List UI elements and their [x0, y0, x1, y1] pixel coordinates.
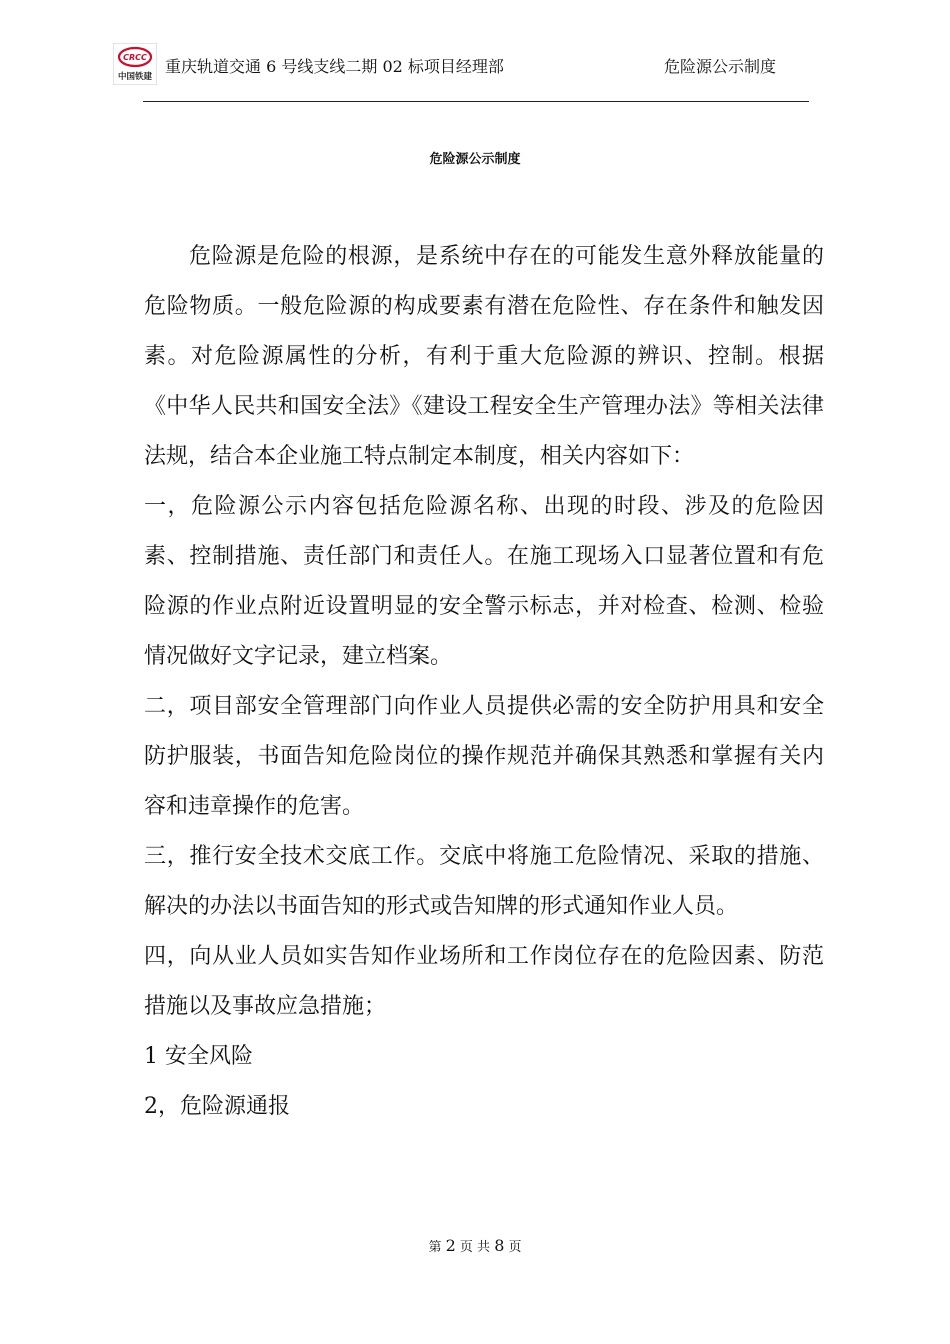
svg-text:中国铁建: 中国铁建 — [117, 72, 153, 82]
list-item-hazard-notice: 2，危险源通报 — [144, 1094, 290, 1119]
header-project-name: 重庆轨道交通 6 号线支线二期 02 标项目经理部 — [165, 57, 504, 76]
footer-prefix: 第 — [428, 1240, 442, 1255]
footer-suffix: 页 — [508, 1240, 522, 1255]
list-item-safety-risk: 1 安全风险 — [144, 1044, 253, 1069]
intro-paragraph: 危险源是危险的根源，是系统中存在的可能发生意外释放能量的危险物质。一般危险源的构成要素有潜在危险性、存在条件和触发因素。对危险源属性的分析，有利于重大危险源的辨识、控制。根据《中华人民共和国安全法》《建设工程安全生产管理办法》等相关法律法规，结合本企业施工特点制定本制度，相关内容如下： — [144, 244, 824, 469]
header-divider — [143, 101, 809, 102]
footer-page-number: 2 — [445, 1236, 456, 1255]
clause-one: 一，危险源公示内容包括危险源名称、出现的时段、涉及的危险因素、控制措施、责任部门和责任人。在施工现场入口显著位置和有危险源的作业点附近设置明显的安全警示标志，并对检查、检测、检验情况做好文字记录，建立档案。 — [144, 494, 824, 669]
document-body — [144, 232, 824, 1132]
svg-text:CRCC: CRCC — [123, 53, 147, 62]
clause-two: 二，项目部安全管理部门向作业人员提供必需的安全防护用具和安全防护服装，书面告知危险岗位的操作规范并确保其熟悉和掌握有关内容和违章操作的危害。 — [144, 694, 824, 819]
footer-middle: 页 共 — [459, 1240, 491, 1255]
footer-total-pages: 8 — [494, 1236, 505, 1255]
crcc-logo — [113, 43, 157, 85]
document-title: 危险源公示制度 — [429, 152, 521, 167]
page-footer — [0, 1236, 950, 1255]
header-document-name: 危险源公示制度 — [664, 57, 777, 76]
page-header — [113, 40, 813, 90]
clause-three: 三，推行安全技术交底工作。交底中将施工危险情况、采取的措施、解决的办法以书面告知的形式或告知牌的形式通知作业人员。 — [144, 844, 824, 919]
clause-four: 四，向从业人员如实告知作业场所和工作岗位存在的危险因素、防范措施以及事故应急措施； — [144, 944, 824, 1019]
